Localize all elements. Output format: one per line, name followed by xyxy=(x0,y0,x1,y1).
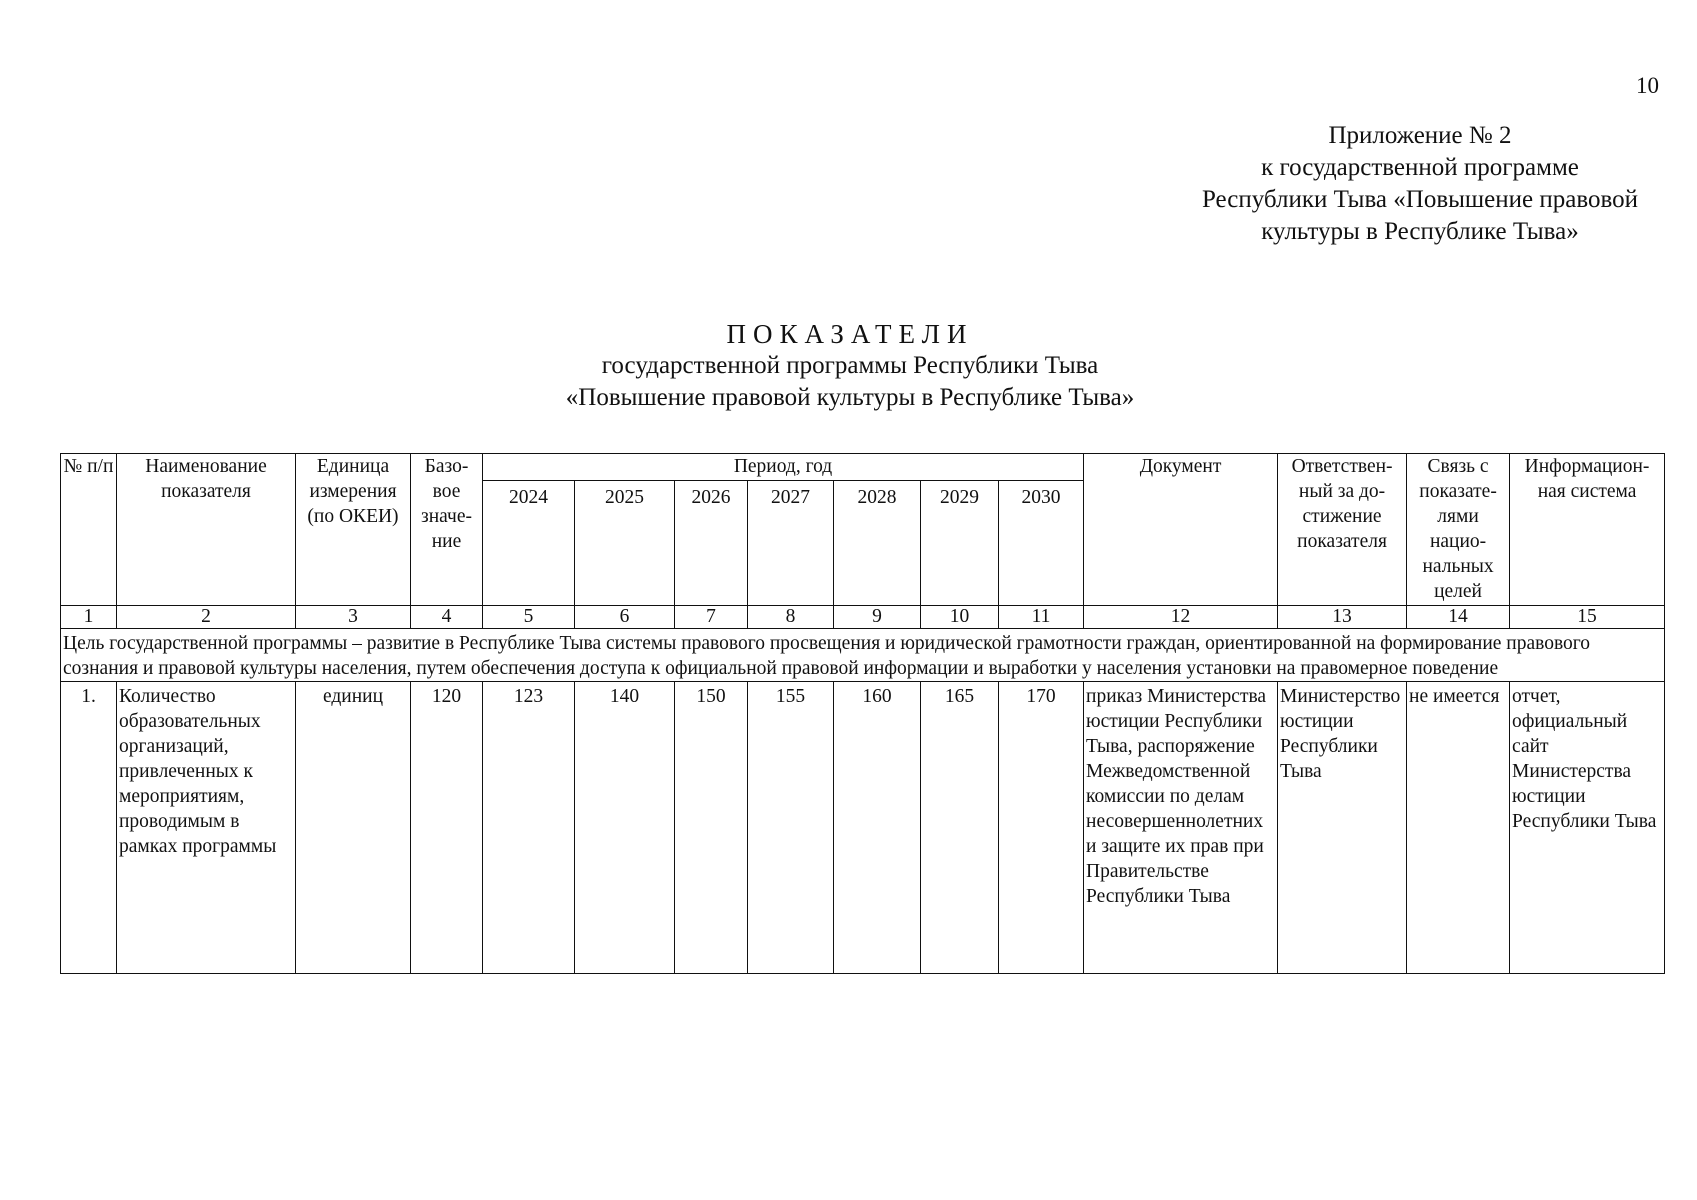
row-responsible: Министерство юстиции Республики Тыва xyxy=(1278,682,1407,974)
row-year-value: 155 xyxy=(748,682,834,974)
row-document: приказ Министерства юстиции Республики Тыва, распоряжение Межведомственной комиссии по делам несовершеннолетних и защите их прав при Правительстве Республики Тыва xyxy=(1084,682,1278,974)
row-info-system: отчет, официальный сайт Министерства юстиции Республики Тыва xyxy=(1510,682,1665,974)
heading-line-2: государственной программы Республики Тыва xyxy=(601,352,1099,379)
header-year: 2024 xyxy=(483,481,575,606)
header-row xyxy=(61,454,1665,481)
page-number: 10 xyxy=(1636,73,1659,98)
heading-title: ПОКАЗАТЕЛИ xyxy=(726,319,974,349)
indicators-table xyxy=(60,453,1665,974)
appendix-block xyxy=(1130,120,1697,248)
column-number: 4 xyxy=(411,606,483,629)
row-year-value: 165 xyxy=(921,682,999,974)
column-number: 6 xyxy=(575,606,675,629)
column-number: 13 xyxy=(1278,606,1407,629)
row-year-value: 140 xyxy=(575,682,675,974)
column-number: 8 xyxy=(748,606,834,629)
column-number: 11 xyxy=(999,606,1084,629)
column-number: 12 xyxy=(1084,606,1278,629)
column-number: 10 xyxy=(921,606,999,629)
row-unit: единиц xyxy=(296,682,411,974)
row-national-goals-link: не имеется xyxy=(1407,682,1510,974)
header-year: 2028 xyxy=(834,481,921,606)
row-indicator-name: Количество образовательных организаций, привлеченных к мероприятиям, проводимым в рамках программы xyxy=(117,682,296,974)
column-numbers-row xyxy=(61,606,1665,629)
appendix-line-4: культуры в Республике Тыва» xyxy=(1261,218,1579,245)
column-number: 3 xyxy=(296,606,411,629)
column-number: 5 xyxy=(483,606,575,629)
row-year-value: 150 xyxy=(675,682,748,974)
heading-line-3: «Повышение правовой культуры в Республике Тыва» xyxy=(565,384,1135,411)
header-document: Документ xyxy=(1084,454,1278,606)
column-number: 7 xyxy=(675,606,748,629)
row-year-value: 170 xyxy=(999,682,1084,974)
header-responsible: Ответствен-ный за до-стижение показателя xyxy=(1278,454,1407,606)
header-year: 2030 xyxy=(999,481,1084,606)
header-period: Период, год xyxy=(483,454,1084,481)
header-year: 2027 xyxy=(748,481,834,606)
header-link: Связь с показате-лями нацио-нальных целей xyxy=(1407,454,1510,606)
header-info-system: Информацион-ная система xyxy=(1510,454,1665,606)
goal-row xyxy=(61,629,1665,682)
appendix-line-2: к государственной программе xyxy=(1261,154,1579,181)
column-number: 2 xyxy=(117,606,296,629)
header-num: № п/п xyxy=(61,454,117,606)
header-year: 2026 xyxy=(675,481,748,606)
document-heading xyxy=(450,318,1250,414)
table-row xyxy=(61,682,1665,974)
header-unit: Единица измерения (по ОКЕИ) xyxy=(296,454,411,606)
row-year-value: 123 xyxy=(483,682,575,974)
header-base: Базо-вое значе-ние xyxy=(411,454,483,606)
column-number: 1 xyxy=(61,606,117,629)
header-year: 2029 xyxy=(921,481,999,606)
column-number: 9 xyxy=(834,606,921,629)
row-year-value: 160 xyxy=(834,682,921,974)
appendix-line-3: Республики Тыва «Повышение правовой xyxy=(1201,186,1639,213)
header-year: 2025 xyxy=(575,481,675,606)
row-num: 1. xyxy=(61,682,117,974)
column-number: 14 xyxy=(1407,606,1510,629)
program-goal: Цель государственной программы – развитие в Республике Тыва системы правового просвещения и юридической грамотности граждан, ориентированной на формирование правового сознания и правовой культуры населения, путем обеспечения доступа к официальной правовой информации и выработки у населения установки на правомерное поведение xyxy=(61,629,1665,682)
row-base-value: 120 xyxy=(411,682,483,974)
column-number: 15 xyxy=(1510,606,1665,629)
header-name: Наименование показателя xyxy=(117,454,296,606)
appendix-line-1: Приложение № 2 xyxy=(1328,122,1512,149)
